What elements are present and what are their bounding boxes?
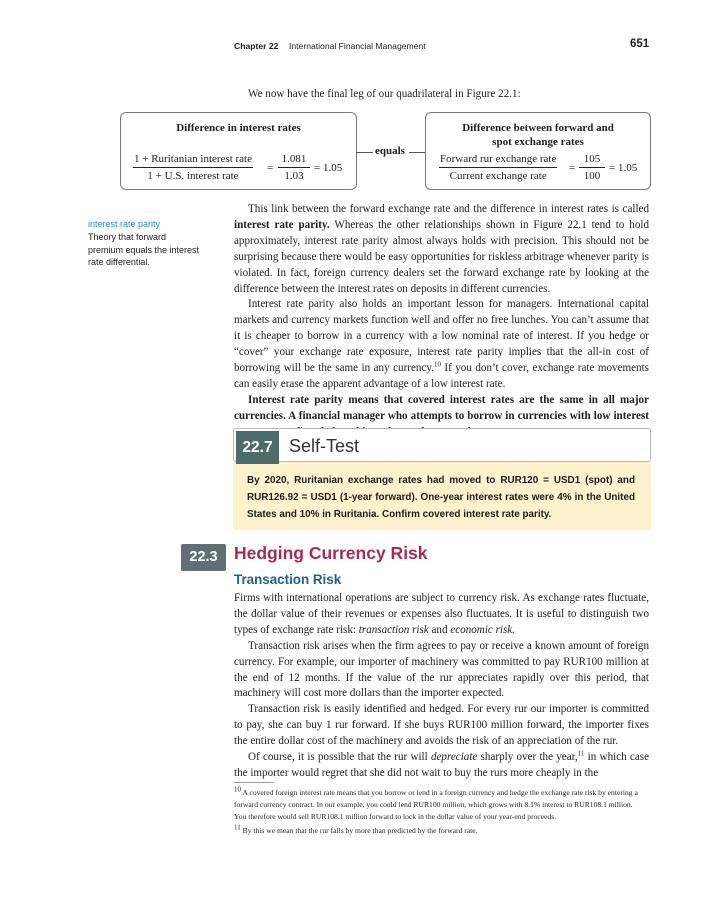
value-denominator: 1.03 [284,170,304,182]
section-title: Hedging Currency Risk [234,543,428,563]
connector-line-right [409,152,425,153]
footnote-11 [234,825,646,837]
paragraph-text: Of course, it is possible that the rur will [248,751,431,764]
paragraph-text: Whereas the other relationships shown in Figure 22.1 tend to hold approximately, interest rate parity almost always holds with precision. This should not be surprising because there would be easy opportunities for riskless arbitrage whenever parity is violated. In fact, foreign currency dealers set the forward exchange rate by looking at the difference between the interest rates on deposits in different currencies. [234,218,649,295]
footnote-number: 10 [234,785,241,794]
value-numerator: 105 [579,153,605,168]
italic-term: depreciate [430,751,478,764]
footnotes [234,787,646,837]
result-value: = 1.05 [609,162,638,174]
result-value: = 1.05 [314,162,343,174]
subsection-title: Transaction Risk [234,572,342,587]
body-text-block-1 [234,202,649,441]
footnote-number: 11 [234,823,241,832]
footnote-divider [234,782,274,783]
footnote-reference: 11 [577,749,585,758]
fraction-numerator: 1 + Ruritanian interest rate [133,153,253,168]
interest-difference-title: Difference in interest rates [176,122,301,134]
footnote-text: A covered foreign interest rate means that you borrow or lend in a foreign currency and hedge the exchange rate risk by entering a forward currency contract. In our example, you could lend RUR100 million, which grows with 8.1% interest to RUR108.1 million. You therefore would sell RUR108.1 million forward to lock in the dollar value of your year-end proceeds. [234,788,638,822]
paragraph [234,750,649,782]
self-test-title: Self-Test [289,436,360,456]
fraction-denominator: Current exchange rate [449,170,547,182]
paragraph [234,297,649,392]
footnote-10 [234,787,646,823]
interest-value-fraction [278,153,310,182]
key-term: interest rate parity. [234,218,330,231]
body-text-block-2 [234,591,649,782]
exchange-value-fraction [579,153,605,182]
margin-glossary-term: interest rate parity [88,219,161,229]
paragraph-text: in which case the importer would regret that she did not wait to buy the rurs more cheaply in the [234,751,650,779]
exchange-rate-difference-box [425,112,651,190]
equals-sign: = [267,162,274,174]
exchange-rate-difference-title: Difference between forward and spot exchange rates [462,122,614,148]
equals-sign: = [569,162,576,174]
paragraph [234,202,649,297]
paragraph-text: and [428,623,451,636]
value-denominator: 100 [583,170,601,182]
paragraph-text: This link between the forward exchange rate and the difference in interest rates is called [248,203,649,215]
equals-connector-label: equals [375,145,405,157]
italic-term: transaction risk [358,623,429,636]
paragraph-text: Interest rate parity also holds an important lesson for managers. International capital markets and currency markets function well and offer no free lunches. You can’t assume that it is cheaper to borrow in a currency with a low nominal rate of interest. If you hedge or “cover” your exchange rate exposure, interest rate parity implies that the all-in cost of borrowing will be the same in any currency. [234,298,649,375]
section-number-badge: 22.3 [181,544,226,571]
paragraph-text: sharply over the year, [477,751,578,764]
running-header-topic: International Financial Management [289,41,426,51]
self-test-question: By 2020, Ruritanian exchange rates had moved to RUR120 = USD1 (spot) and RUR126.92 = USD1 (1-year forward). One-year interest rates were 4% in the United States and 10% in Ruritania. Confirm covered interest rate parity. [247,475,635,520]
value-numerator: 1.081 [278,153,310,168]
fraction-numerator: Forward rur exchange rate [439,153,557,168]
exchange-rate-fraction [439,153,557,182]
paragraph: Transaction risk arises when the firm agrees to pay or receive a known amount of foreign currency. For example, our importer of machinery was committed to pay RUR100 million at the end of 12 months. If the value of the rur appreciates rapidly over this period, that machinery will cost more dollars than the importer expected. [234,639,649,700]
fraction-denominator: 1 + U.S. interest rate [147,170,239,182]
interest-difference-box [120,112,357,190]
footnote-reference: 10 [433,360,441,369]
interest-rate-fraction [133,153,253,182]
page-number: 651 [630,38,650,50]
margin-glossary-definition: Theory that forward premium equals the interest rate differential. [88,232,200,268]
paragraph-text: Firms with international operations are subject to currency risk. As exchange rates fluctuate, the dollar value of their revenues or expenses also fluctuates. It is useful to distinguish two types of exchange rate risk: [234,592,649,636]
paragraph-text: If you don’t cover, exchange rate movements can easily erase the apparent advantage of a low interest rate. [234,362,649,390]
key-takeaway-paragraph: Interest rate parity means that covered interest rates are the same in all major currencies. A financial manager who attempts to borrow in currencies with low interest [234,393,649,422]
self-test-number-badge: 22.7 [236,431,279,464]
paragraph: Transaction risk is easily identified and hedged. For every rur our importer is committed to pay, she can buy 1 rur forward. If she buys RUR100 million forward, the importer fixes the entire dollar cost of the machinery and avoids the risk of an appreciation of the rur. [234,703,649,748]
running-header-chapter: Chapter 22 [234,41,279,51]
italic-term: economic risk. [450,623,516,636]
footnote-text: By this we mean that the rur falls by more than predicted by the forward rate. [240,826,478,836]
connector-line-left [356,152,373,153]
intro-text: We now have the final leg of our quadrilateral in Figure 22.1: [248,88,521,100]
paragraph [234,591,649,639]
